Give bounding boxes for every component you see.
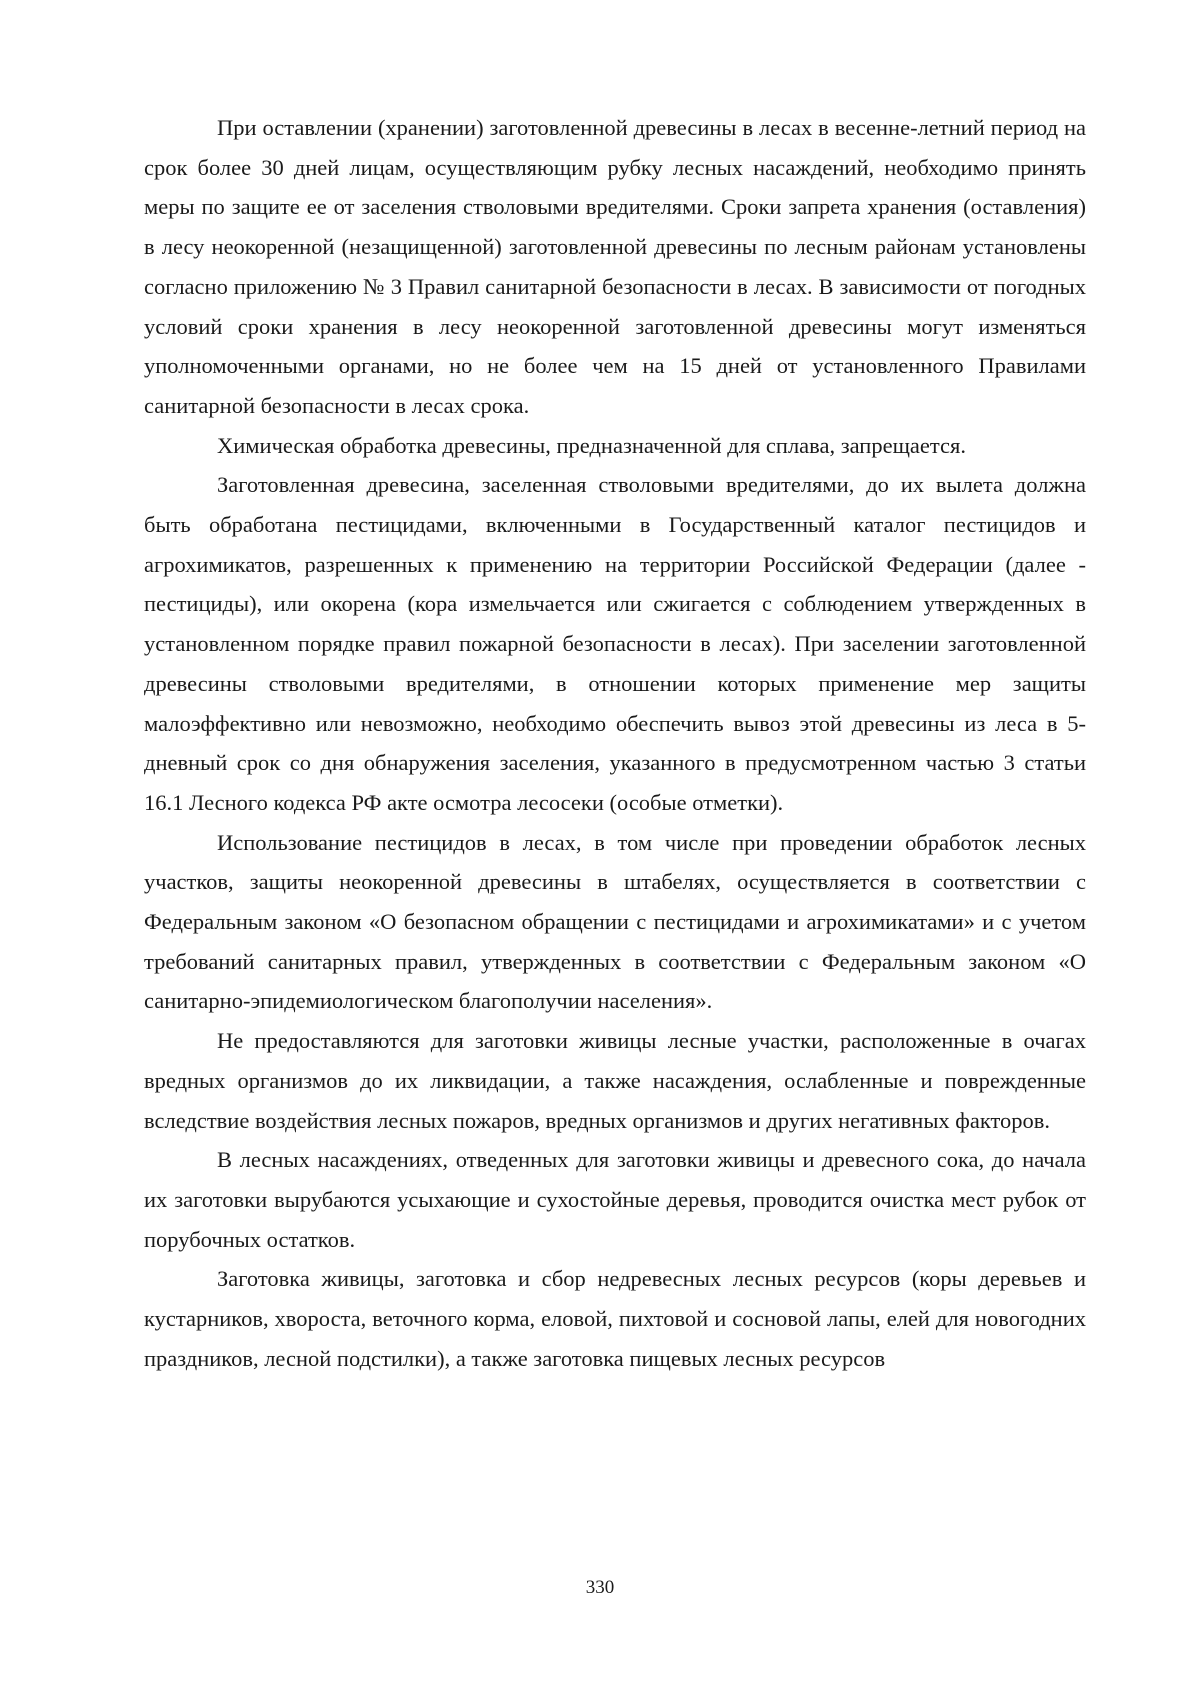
paragraph-5: Не предоставляются для заготовки живицы лесные участки, расположенные в очагах вредных организмов до их ликвидации, а также насаждения, ослабленные и поврежденные вследствие воздействия лесных пожаров, вредных организмов и других негативных факторов. — [144, 1028, 1086, 1133]
paragraph-1: При оставлении (хранении) заготовленной древесины в лесах в весенне-летний период на срок более 30 дней лицам, осуществляющим рубку лесных насаждений, необходимо принять меры по защите ее от заселения стволовыми вредителями. Сроки запрета хранения (оставления) в лесу неокоренной (незащищенной) заготовленной древесины по лесным районам установлены согласно приложению № 3 Правил санитарной безопасности в лесах. В зависимости от погодных условий сроки хранения в лесу неокоренной заготовленной древесины могут изменяться уполномоченными органами, но не более чем на 15 дней от установленного Правилами санитарной безопасности в лесах срока. — [144, 115, 1086, 418]
document-body — [144, 108, 1086, 1379]
paragraph-3: Заготовленная древесина, заселенная стволовыми вредителями, до их вылета должна быть обработана пестицидами, включенными в Государственный каталог пестицидов и агрохимикатов, разрешенных к применению на территории Российской Федерации (далее - пестициды), или окорена (кора измельчается или сжигается с соблюдением утвержденных в установленном порядке правил пожарной безопасности в лесах). При заселении заготовленной древесины стволовыми вредителями, в отношении которых применение мер защиты малоэффективно или невозможно, необходимо обеспечить вывоз этой древесины из леса в 5-дневный срок со дня обнаружения заселения, указанного в предусмотренном частью 3 статьи 16.1 Лесного кодекса РФ акте осмотра лесосеки (особые отметки). — [144, 472, 1086, 815]
page-number: 330 — [585, 1577, 615, 1598]
paragraph-6: В лесных насаждениях, отведенных для заготовки живицы и древесного сока, до начала их заготовки вырубаются усыхающие и сухостойные деревья, проводится очистка мест рубок от порубочных остатков. — [144, 1147, 1086, 1252]
paragraph-4: Использование пестицидов в лесах, в том числе при проведении обработок лесных участков, защиты неокоренной древесины в штабелях, осуществляется в соответствии с Федеральным законом «О безопасном обращении с пестицидами и агрохимикатами» и с учетом требований санитарных правил, утвержденных в соответствии с Федеральным законом «О санитарно-эпидемиологическом благополучии населения». — [144, 829, 1086, 1014]
paragraph-7: Заготовка живицы, заготовка и сбор недревесных лесных ресурсов (коры деревьев и кустарников, хвороста, веточного корма, еловой, пихтовой и сосновой лапы, елей для новогодних праздников, лесной подстилки), а также заготовка пищевых лесных ресурсов — [144, 1266, 1086, 1371]
paragraph-2: Химическая обработка древесины, предназначенной для сплава, запрещается. — [217, 432, 966, 458]
